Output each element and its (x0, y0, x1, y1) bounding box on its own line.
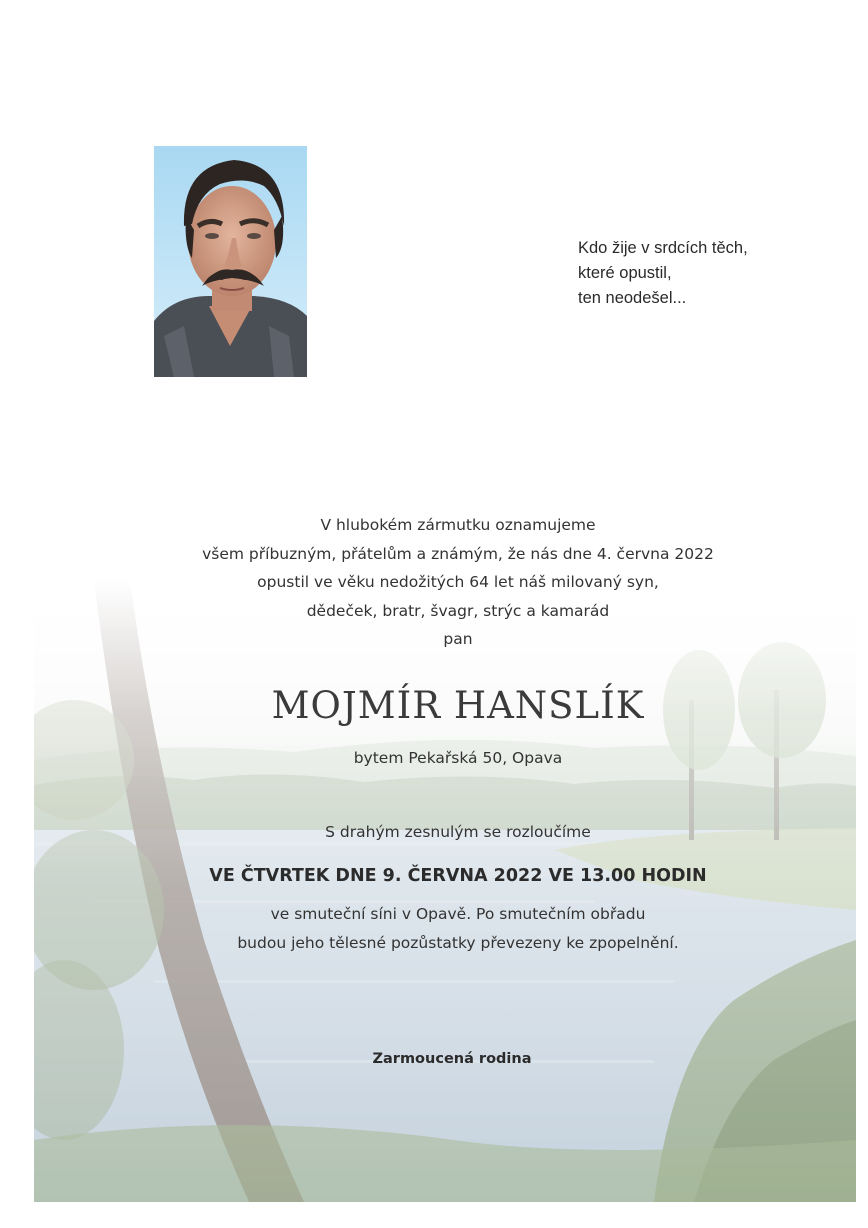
ceremony-date: VE ČTVRTEK DNE 9. ČERVNA 2022 VE 13.00 HODIN (209, 866, 707, 886)
announcement-line: pan (443, 630, 473, 648)
announcement-line: všem příbuzným, přátelům a známým, že nás dne 4. června 2022 (202, 544, 714, 563)
family-signature: Zarmoucená rodina (372, 1051, 532, 1067)
quote-line: ten neodešel... (578, 289, 687, 307)
portrait-drawing (154, 146, 307, 377)
ceremony-detail-line: budou jeho tělesné pozůstatky převezeny ke zpopelnění. (237, 934, 679, 952)
memorial-quote (578, 236, 838, 311)
deceased-name: MOJMÍR HANSLÍK (271, 684, 645, 727)
portrait-photo (154, 146, 307, 377)
announcement-line: opustil ve věku nedožitých 64 let náš milovaný syn, (257, 573, 659, 591)
announcement-line: dědeček, bratr, švagr, strýc a kamarád (306, 601, 610, 620)
ceremony-details (0, 900, 868, 958)
farewell-intro: S drahým zesnulým se rozloučíme (325, 823, 591, 841)
lake-landscape-background (34, 580, 856, 1202)
landscape-drawing (34, 580, 856, 1202)
deceased-address: bytem Pekařská 50, Opava (353, 749, 563, 767)
announcement-text (0, 511, 868, 654)
announcement-line: V hlubokém zármutku oznamujeme (320, 516, 596, 534)
quote-line: Kdo žije v srdcích těch, (578, 239, 748, 257)
ceremony-detail-line: ve smuteční síni v Opavě. Po smutečním obřadu (270, 905, 646, 923)
quote-line: které opustil, (578, 264, 672, 282)
